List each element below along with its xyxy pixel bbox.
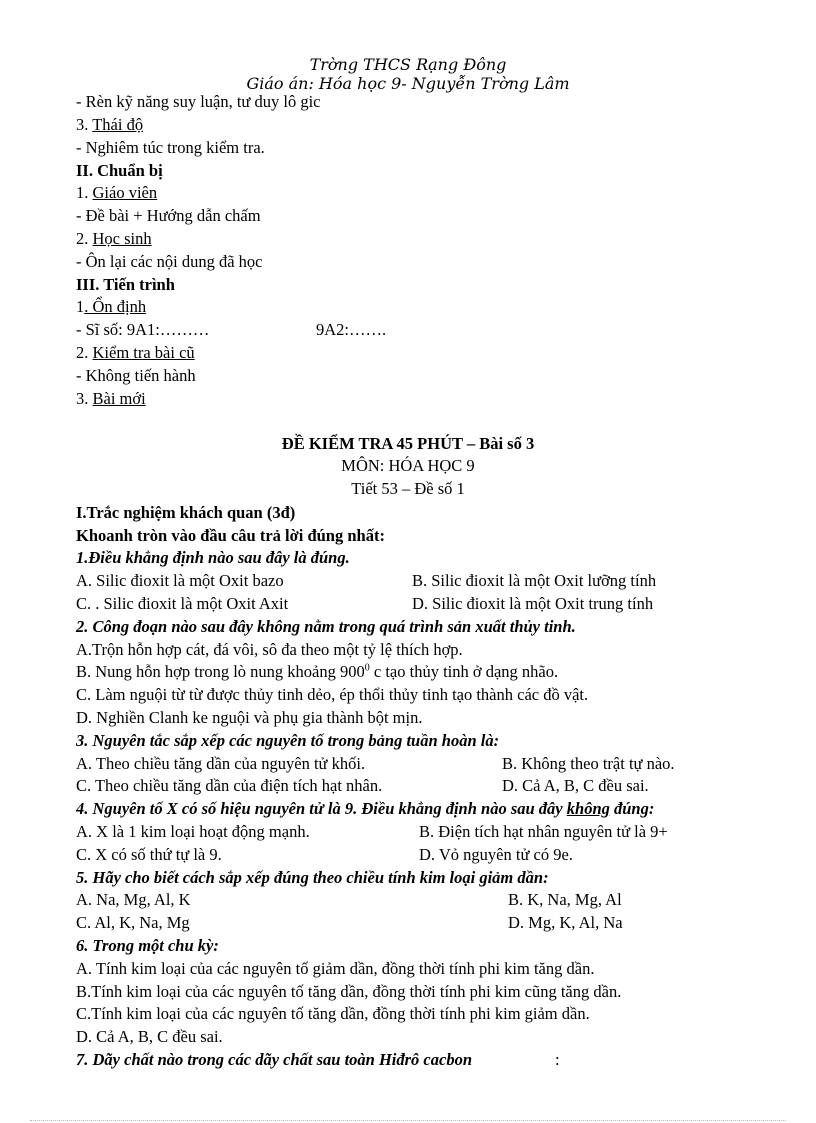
q2-option-b: B. Nung hỗn hợp trong lò nung khoảng $900^0$ c tạo thủy tinh ở dạng nhão.: [76, 662, 559, 681]
question-1: 1.Điều khẳng định nào sau đây là đúng.: [76, 548, 350, 567]
q2-option-c: C. Làm nguội từ từ được thủy tinh dẻo, ép thổi thủy tinh tạo thành các đồ vật.: [76, 685, 589, 704]
student-text: - Ôn lại các nội dung đã học: [76, 252, 263, 271]
attitude-text: - Nghiêm túc trong kiểm tra.: [76, 138, 265, 157]
process-title: III. Tiến trình: [76, 275, 175, 294]
lesson-plan-header: Giáo án: Hóa học 9- Nguyễn Trờng Lâm: [246, 74, 570, 93]
question-4: 4. Nguyên tố X có số hiệu nguyên tử là 9. Điều khẳng định nào sau đây không đúng:: [76, 799, 655, 818]
prep-title: II. Chuẩn bị: [76, 161, 163, 180]
q2-option-d: D. Nghiền Clanh ke nguội và phụ gia thành bột mịn.: [76, 708, 423, 727]
q3-option-a: A. Theo chiều tăng dần của nguyên tử khối.: [76, 754, 366, 773]
question-2: 2. Công đoạn nào sau đây không nằm trong quá trình sản xuất thủy tinh.: [76, 617, 576, 636]
q6-option-d: D. Cả A, B, C đều sai.: [76, 1027, 223, 1046]
school-header: Trờng THCS Rạng Đông: [309, 55, 507, 74]
q4-option-b: B. Điện tích hạt nhân nguyên tử là 9+: [419, 822, 668, 841]
q3-option-c: C. Theo chiều tăng dần của điện tích hạt nhân.: [76, 776, 383, 795]
exam-title: ĐỀ KIỂM TRA 45 PHÚT – Bài số 3: [281, 434, 535, 453]
teacher-heading: 1. Giáo viên: [76, 183, 158, 202]
check-text: - Không tiến hành: [76, 366, 196, 385]
q1-option-b: B. Silic đioxit là một Oxit lưỡng tính: [412, 571, 657, 590]
section-title: I.Trắc nghiệm khách quan (3đ): [76, 503, 296, 522]
roll-call-b: 9A2:…….: [316, 320, 387, 339]
student-heading: 2. Học sinh: [76, 229, 152, 248]
q4-option-d: D. Vỏ nguyên tử có 9e.: [419, 845, 573, 864]
q4-option-c: C. X có số thứ tự là 9.: [76, 845, 222, 864]
instruction: Khoanh tròn vào đầu câu trả lời đúng nhất:: [76, 526, 385, 545]
exam-subject: MÔN: HÓA HỌC 9: [341, 456, 475, 475]
new-lesson-heading: 3. Bài mới: [76, 389, 146, 408]
q6-option-a: A. Tính kim loại của các nguyên tố giảm dần, đồng thời tính phi kim tăng dần.: [76, 959, 595, 978]
question-7: 7. Dãy chất nào trong các dãy chất sau toàn Hiđrô cacbon: [76, 1050, 473, 1069]
question-5: 5. Hãy cho biết cách sắp xếp đúng theo chiều tính kim loại giảm dần:: [76, 868, 549, 887]
check-heading: 2. Kiểm tra bài cũ: [76, 343, 195, 362]
exam-period: Tiết 53 – Đề số 1: [351, 479, 465, 498]
q5-option-a: A. Na, Mg, Al, K: [76, 890, 191, 909]
q1-option-d: D. Silic đioxit là một Oxit trung tính: [412, 594, 654, 613]
teacher-text: - Đề bài + Hướng dẫn chấm: [76, 206, 261, 225]
question-3: 3. Nguyên tắc sắp xếp các nguyên tố trong bảng tuần hoàn là:: [76, 731, 500, 750]
q6-option-b: B.Tính kim loại của các nguyên tố tăng dần, đồng thời tính phi kim cũng tăng dần.: [76, 982, 622, 1001]
page-bottom-border: [30, 1120, 786, 1121]
roll-call-a: - Sĩ số: 9A1:………: [76, 320, 210, 339]
q2-option-a: A.Trộn hỗn hợp cát, đá vôi, sô đa theo một tỷ lệ thích hợp.: [76, 640, 463, 659]
attitude-heading: 3. Thái độ: [76, 115, 144, 134]
q4-option-a: A. X là 1 kim loại hoạt động mạnh.: [76, 822, 310, 841]
q5-option-b: B. K, Na, Mg, Al: [508, 890, 622, 909]
q5-option-c: C. Al, K, Na, Mg: [76, 913, 190, 932]
q1-option-c: C. . Silic đioxit là một Oxit Axit: [76, 594, 289, 613]
q6-option-c: C.Tính kim loại của các nguyên tố tăng dần, đồng thời tính phi kim giảm dần.: [76, 1004, 590, 1023]
skill-line: - Rèn kỹ năng suy luận, tư duy lô gic: [76, 92, 321, 111]
q3-option-d: D. Cả A, B, C đều sai.: [502, 776, 649, 795]
q5-option-d: D. Mg, K, Al, Na: [508, 913, 623, 932]
stabilize-heading: 1. Ổn định: [76, 297, 147, 316]
question-7-colon: :: [555, 1050, 560, 1069]
question-6: 6. Trong một chu kỳ:: [76, 936, 219, 955]
q3-option-b: B. Không theo trật tự nào.: [502, 754, 675, 773]
q1-option-a: A. Silic đioxit là một Oxit bazo: [76, 571, 284, 590]
